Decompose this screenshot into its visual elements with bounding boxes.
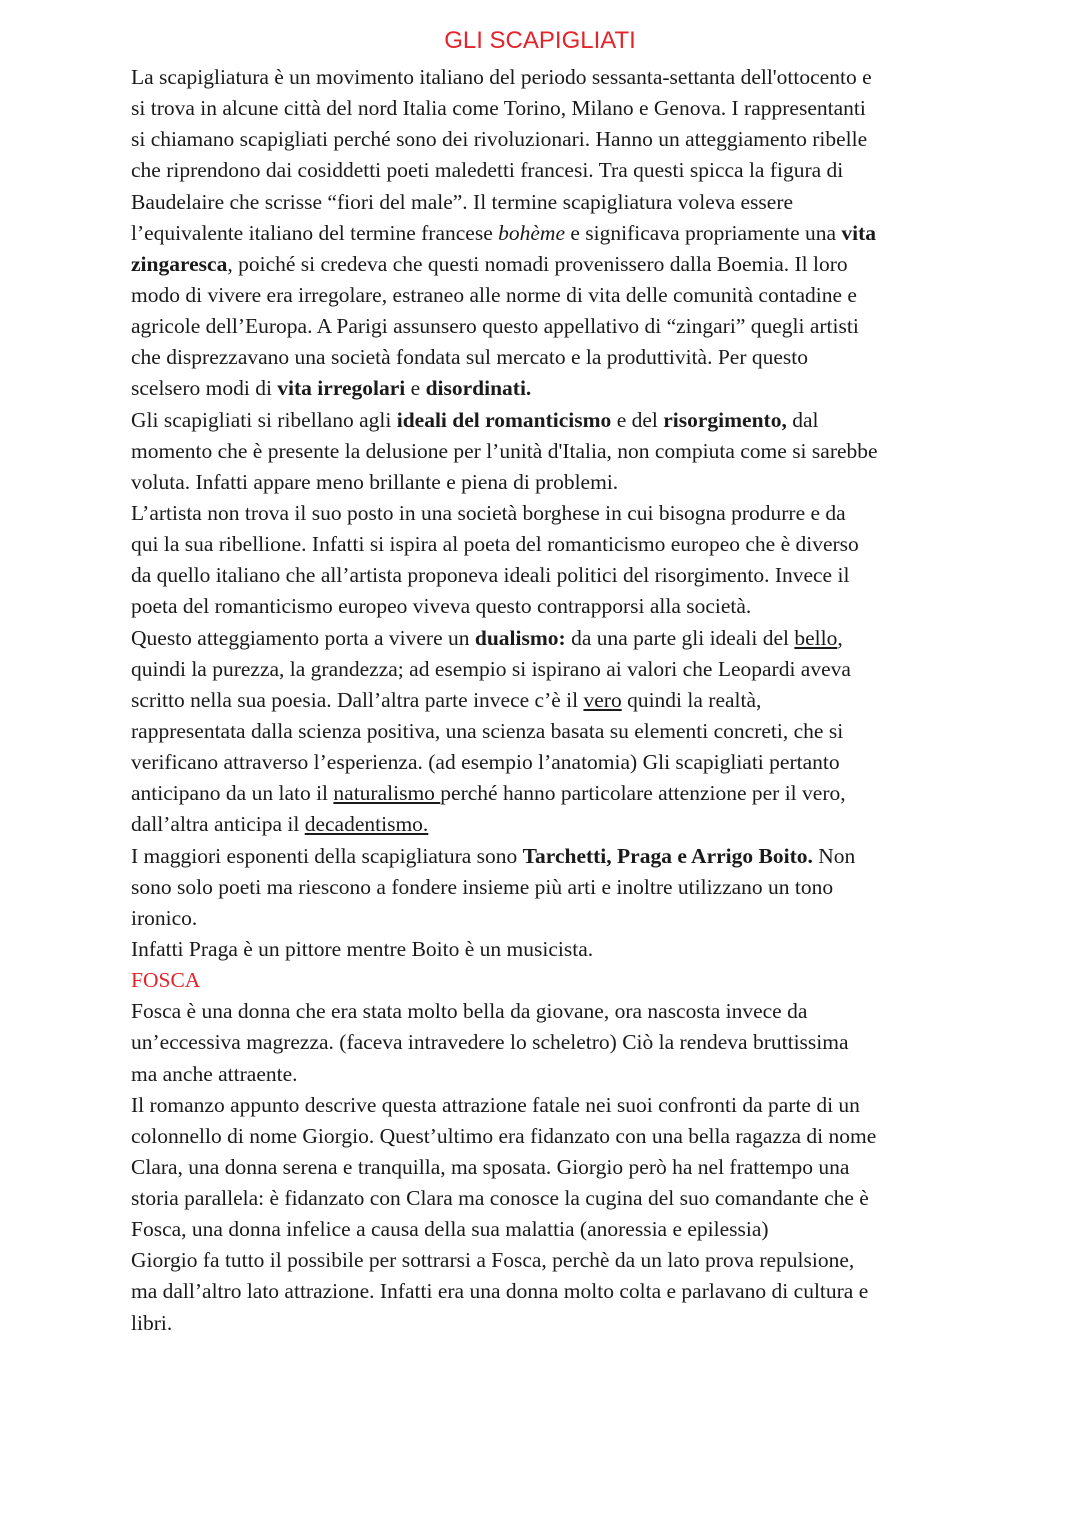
text-line: [131, 1308, 961, 1339]
text-run: bello: [794, 625, 838, 650]
text-run: Infatti Praga è un pittore mentre Boito è un musicista.: [131, 936, 594, 961]
text-line: [131, 373, 961, 404]
text-line: [131, 934, 961, 965]
text-line: [131, 1121, 961, 1152]
text-run: e del: [611, 407, 664, 432]
text-run: momento che è presente la delusione per l’unità d'Italia, non compiuta come si sarebbe: [131, 438, 878, 463]
text-run: Fosca è una donna che era stata molto bella da giovane, ora nascosta invece da: [131, 999, 808, 1024]
text-run: che riprendono dai cosiddetti poeti maledetti francesi. Tra questi spicca la figura di: [131, 158, 844, 183]
text-line: [131, 436, 961, 467]
text-run: perché hanno particolare attenzione per il vero,: [440, 781, 846, 806]
text-line: [131, 405, 961, 436]
text-run: Tarchetti, Praga e Arrigo Boito.: [522, 843, 813, 868]
text-line: [131, 187, 961, 218]
text-run: anticipano da un lato il: [131, 781, 334, 806]
text-line: [131, 124, 961, 155]
text-line: [131, 654, 961, 685]
text-line: [131, 155, 961, 186]
text-run: si chiamano scapigliati perché sono dei rivoluzionari. Hanno un atteggiamento ribelle: [131, 127, 868, 152]
text-run: e significava propriamente una: [565, 220, 842, 245]
text-run: rappresentata dalla scienza positiva, una scienza basata su elementi concreti, che si: [131, 718, 844, 743]
text-run: scelsero modi di: [131, 376, 278, 401]
text-run: qui la sua ribellione. Infatti si ispira al poeta del romanticismo europeo che è diverso: [131, 532, 859, 557]
text-run: Clara, una donna serena e tranquilla, ma sposata. Giorgio però ha nel frattempo una: [131, 1154, 850, 1179]
text-run: naturalismo: [333, 781, 441, 806]
text-run: ,: [837, 625, 843, 650]
text-line: [131, 1152, 961, 1183]
text-run: , poiché si credeva che questi nomadi provenissero dalla Boemia. Il loro: [227, 251, 848, 276]
text-run: e: [405, 376, 426, 401]
text-run: da una parte gli ideali del: [565, 625, 795, 650]
text-run: ideali del romanticismo: [396, 407, 612, 432]
text-line: [131, 93, 961, 124]
text-run: decadentismo.: [304, 812, 429, 837]
text-line: [131, 1059, 961, 1090]
text-run: Il romanzo appunto descrive questa attrazione fatale nei suoi confronti da parte di un: [131, 1092, 860, 1117]
text-run: sono solo poeti ma riescono a fondere insieme più arti e inoltre utilizzano un tono: [131, 874, 834, 899]
text-line: [131, 872, 961, 903]
text-line: [131, 685, 961, 716]
text-run: verificano attraverso l’esperienza. (ad esempio l’anatomia) Gli scapigliati pertanto: [131, 750, 840, 775]
text-run: dualismo:: [474, 625, 566, 650]
text-run: I maggiori esponenti della scapigliatura sono: [131, 843, 523, 868]
text-line: [131, 996, 961, 1027]
text-run: quindi la purezza, la grandezza; ad esempio si ispirano ai valori che Leopardi aveva: [131, 656, 851, 681]
document-body: [131, 62, 961, 1339]
text-line: [131, 809, 961, 840]
text-run: Fosca, una donna infelice a causa della sua malattia (anoressia e epilessia): [131, 1217, 769, 1242]
text-run: colonnello di nome Giorgio. Quest’ultimo era fidanzato con una bella ragazza di nome: [131, 1123, 877, 1148]
text-line: [131, 747, 961, 778]
text-line: [131, 965, 961, 996]
text-run: Baudelaire che scrisse “fiori del male”. Il termine scapigliatura voleva essere: [131, 189, 794, 214]
text-run: ironico.: [131, 905, 198, 930]
text-run: bohème: [498, 220, 565, 245]
text-run: agricole dell’Europa. A Parigi assunsero questo appellativo di “zingari” quegli artisti: [131, 314, 859, 339]
text-run: risorgimento,: [663, 407, 787, 432]
text-line: [131, 1090, 961, 1121]
text-line: [131, 560, 961, 591]
text-run: storia parallela: è fidanzato con Clara ma conosce la cugina del suo comandante che è: [131, 1186, 869, 1211]
text-line: [131, 591, 961, 622]
text-run: modo di vivere era irregolare, estraneo alle norme di vita delle comunità contadine e: [131, 282, 857, 307]
text-line: [131, 467, 961, 498]
text-line: [131, 1027, 961, 1058]
text-run: l’equivalente italiano del termine francese: [131, 220, 499, 245]
text-line: [131, 623, 961, 654]
text-line: [131, 529, 961, 560]
text-run: zingaresca: [131, 251, 228, 276]
text-run: Giorgio fa tutto il possibile per sottrarsi a Fosca, perchè da un lato prova repulsione,: [131, 1248, 855, 1273]
text-line: [131, 498, 961, 529]
text-line: [131, 778, 961, 809]
text-run: un’eccessiva magrezza. (faceva intravedere lo scheletro) Ciò la rendeva bruttissima: [131, 1030, 849, 1055]
text-line: [131, 903, 961, 934]
text-run: Non: [812, 843, 856, 868]
text-run: poeta del romanticismo europeo viveva questo contrapporsi alla società.: [131, 594, 752, 619]
text-line: [131, 1245, 961, 1276]
text-run: Questo atteggiamento porta a vivere un: [131, 625, 475, 650]
text-run: ma anche attraente.: [131, 1061, 298, 1086]
text-run: ma dall’altro lato attrazione. Infatti era una donna molto colta e parlavano di cultura e: [131, 1279, 869, 1304]
text-run: L’artista non trova il suo posto in una società borghese in cui bisogna produrre e da: [131, 500, 846, 525]
text-run: libri.: [131, 1310, 173, 1335]
text-line: [131, 342, 961, 373]
text-line: [131, 1214, 961, 1245]
text-line: [131, 311, 961, 342]
text-line: [131, 841, 961, 872]
text-run: voluta. Infatti appare meno brillante e piena di problemi.: [131, 469, 619, 494]
text-run: che disprezzavano una società fondata sul mercato e la produttività. Per questo: [131, 345, 808, 370]
text-run: quindi la realtà,: [621, 687, 762, 712]
text-line: [131, 716, 961, 747]
text-run: vita: [841, 220, 877, 245]
text-run: La scapigliatura è un movimento italiano del periodo sessanta-settanta dell'ottocento e: [131, 65, 872, 89]
text-run: scritto nella sua poesia. Dall’altra parte invece c’è il: [131, 687, 584, 712]
section-heading: FOSCA: [131, 968, 201, 993]
text-line: [131, 249, 961, 280]
text-line: [131, 1183, 961, 1214]
text-run: dall’altra anticipa il: [131, 812, 305, 837]
text-run: da quello italiano che all’artista proponeva ideali politici del risorgimento. Invece il: [131, 563, 850, 588]
text-run: Gli scapigliati si ribellano agli: [131, 407, 397, 432]
text-run: vita irregolari: [277, 376, 406, 401]
text-run: si trova in alcune città del nord Italia come Torino, Milano e Genova. I rappresentanti: [131, 96, 866, 121]
text-line: [131, 280, 961, 311]
text-line: [131, 1276, 961, 1307]
document-title: GLI SCAPIGLIATI: [444, 27, 636, 54]
text-line: [131, 218, 961, 249]
text-run: dal: [786, 407, 819, 432]
text-line: [131, 62, 961, 93]
text-run: vero: [583, 687, 622, 712]
text-run: disordinati.: [425, 376, 532, 401]
